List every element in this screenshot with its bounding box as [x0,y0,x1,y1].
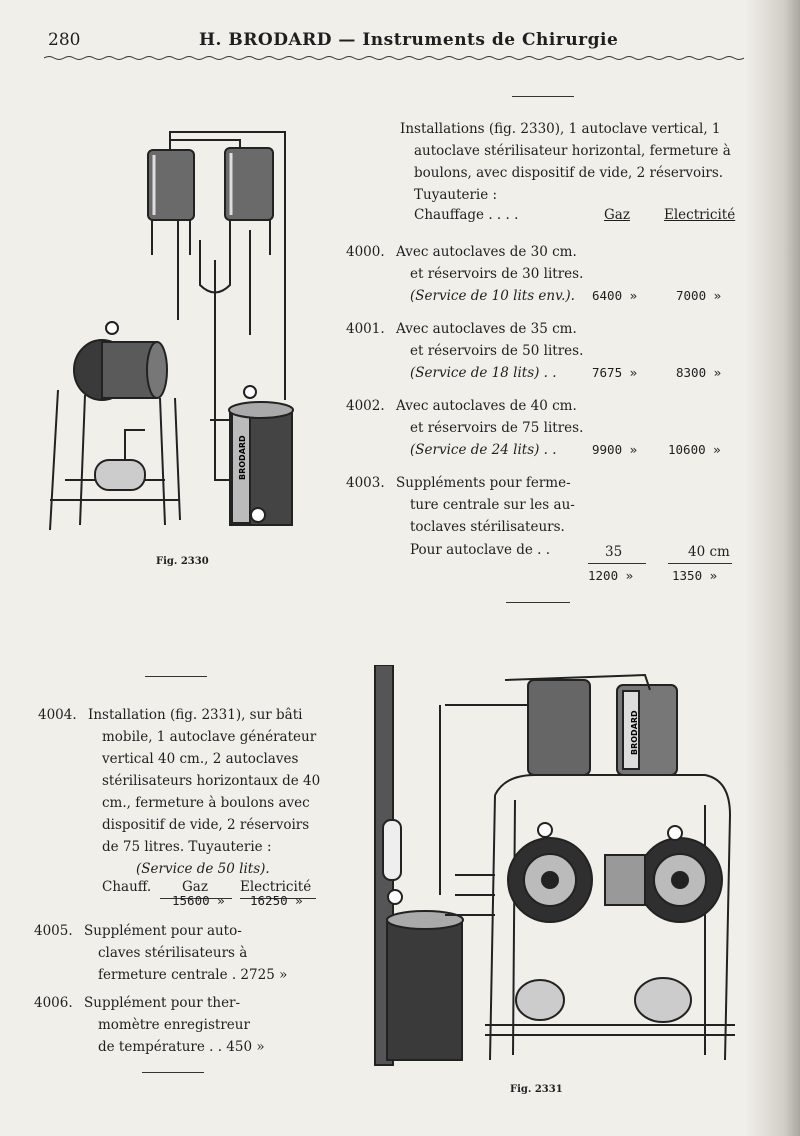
item-4003-line-1: Suppléments pour ferme- [396,475,571,491]
item-4002-line-2: et réservoirs de 75 litres. [410,420,584,436]
item-ref-4004: 4004. [38,707,77,723]
item-4001-service: (Service de 18 lits) . . [410,365,557,381]
item-ref-4005: 4005. [34,923,73,939]
item-4003-line-3: toclaves stérilisateurs. [410,519,565,535]
item-4003-line-2: ture centrale sur les au- [410,497,575,513]
figure-2330-illustration [40,120,320,540]
item-4000-line-2: et réservoirs de 30 litres. [410,266,584,282]
item-4004-service: (Service de 50 lits). [136,861,270,877]
item-4004-price-electricite: 16250 » [250,893,303,908]
figure-2331-illustration [345,665,745,1070]
chauffage-label: Chauffage . . . . [414,207,519,223]
supplement-price-35: 1200 » [588,568,634,583]
intro-line-4: Tuyauterie : [414,187,498,203]
page-header [44,26,744,56]
item-ref-4003: 4003. [346,475,385,491]
pour-autoclave-label: Pour autoclave de . . [410,542,551,558]
item-4004-line-2: mobile, 1 autoclave générateur [102,729,317,745]
supplement-price-40: 1350 » [672,568,718,583]
item-4005-line-1: Supplément pour auto- [84,923,242,939]
col-40-underline [668,563,732,564]
item-4000-price-electricite: 7000 » [676,288,722,303]
item-4001-line-1: Avec autoclaves de 35 cm. [396,321,577,337]
item-4004-line-3: vertical 40 cm., 2 autoclaves [102,751,299,767]
figure-2331-caption: Fig. 2331 [510,1084,563,1095]
figure-2330-caption: Fig. 2330 [156,556,209,567]
item-4005-line-3: fermeture centrale . 2725 » [98,967,288,983]
item-4005-line-2: claves stérilisateurs à [98,945,248,961]
item-ref-4000: 4000. [346,244,385,260]
intro-line-1: Installations (fig. 2330), 1 autoclave vertical, 1 [400,121,721,137]
item-4004-line-6: dispositif de vide, 2 réservoirs [102,817,310,833]
item-4000-price-gaz: 6400 » [592,288,638,303]
section-2-end-rule [142,1072,204,1073]
item-ref-4006: 4006. [34,995,73,1011]
brand-label-fig1: BRODARD [238,435,247,480]
item-4002-price-electricite: 10600 » [668,442,721,457]
item-ref-4001: 4001. [346,321,385,337]
page-number: 280 [48,30,81,50]
item-ref-4002: 4002. [346,398,385,414]
chauff-label: Chauff. [102,879,152,895]
column-header-35: 35 [605,544,623,560]
column-header-40cm: 40 cm [688,544,730,560]
brand-label-fig2: BRODARD [630,710,639,755]
section-1-end-rule [506,602,570,603]
column-header-electricite-2: Electricité [240,879,312,895]
item-4002-price-gaz: 9900 » [592,442,638,457]
section-2-top-rule [145,676,207,677]
item-4006-line-2: momètre enregistreur [98,1017,250,1033]
item-4004-price-gaz: 15600 » [172,893,225,908]
column-header-electricite: Electricité [664,207,736,223]
item-4002-line-1: Avec autoclaves de 40 cm. [396,398,577,414]
item-4004-line-1: Installation (fig. 2331), sur bâti [88,707,303,723]
column-header-gaz: Gaz [604,207,630,223]
col-35-underline [588,563,646,564]
item-4006-line-3: de température . . 450 » [98,1039,265,1055]
column-header-gaz-2: Gaz [182,879,208,895]
item-4001-line-2: et réservoirs de 50 litres. [410,343,584,359]
item-4000-service: (Service de 10 lits env.). [410,288,575,304]
header-wavy-rule [44,54,744,62]
top-rule [512,96,574,97]
intro-line-2: autoclave stérilisateur horizontal, fermeture à [414,143,731,159]
item-4001-price-gaz: 7675 » [592,365,638,380]
item-4001-price-electricite: 8300 » [676,365,722,380]
item-4004-line-5: cm., fermeture à boulons avec [102,795,310,811]
page-edge-shadow [745,0,800,1136]
intro-line-3: boulons, avec dispositif de vide, 2 réservoirs. [414,165,724,181]
item-4004-line-7: de 75 litres. Tuyauterie : [102,839,272,855]
item-4004-line-4: stérilisateurs horizontaux de 40 [102,773,321,789]
item-4002-service: (Service de 24 lits) . . [410,442,557,458]
running-title: H. BRODARD — Instruments de Chirurgie [199,30,619,50]
item-4000-line-1: Avec autoclaves de 30 cm. [396,244,577,260]
item-4006-line-1: Supplément pour ther- [84,995,241,1011]
